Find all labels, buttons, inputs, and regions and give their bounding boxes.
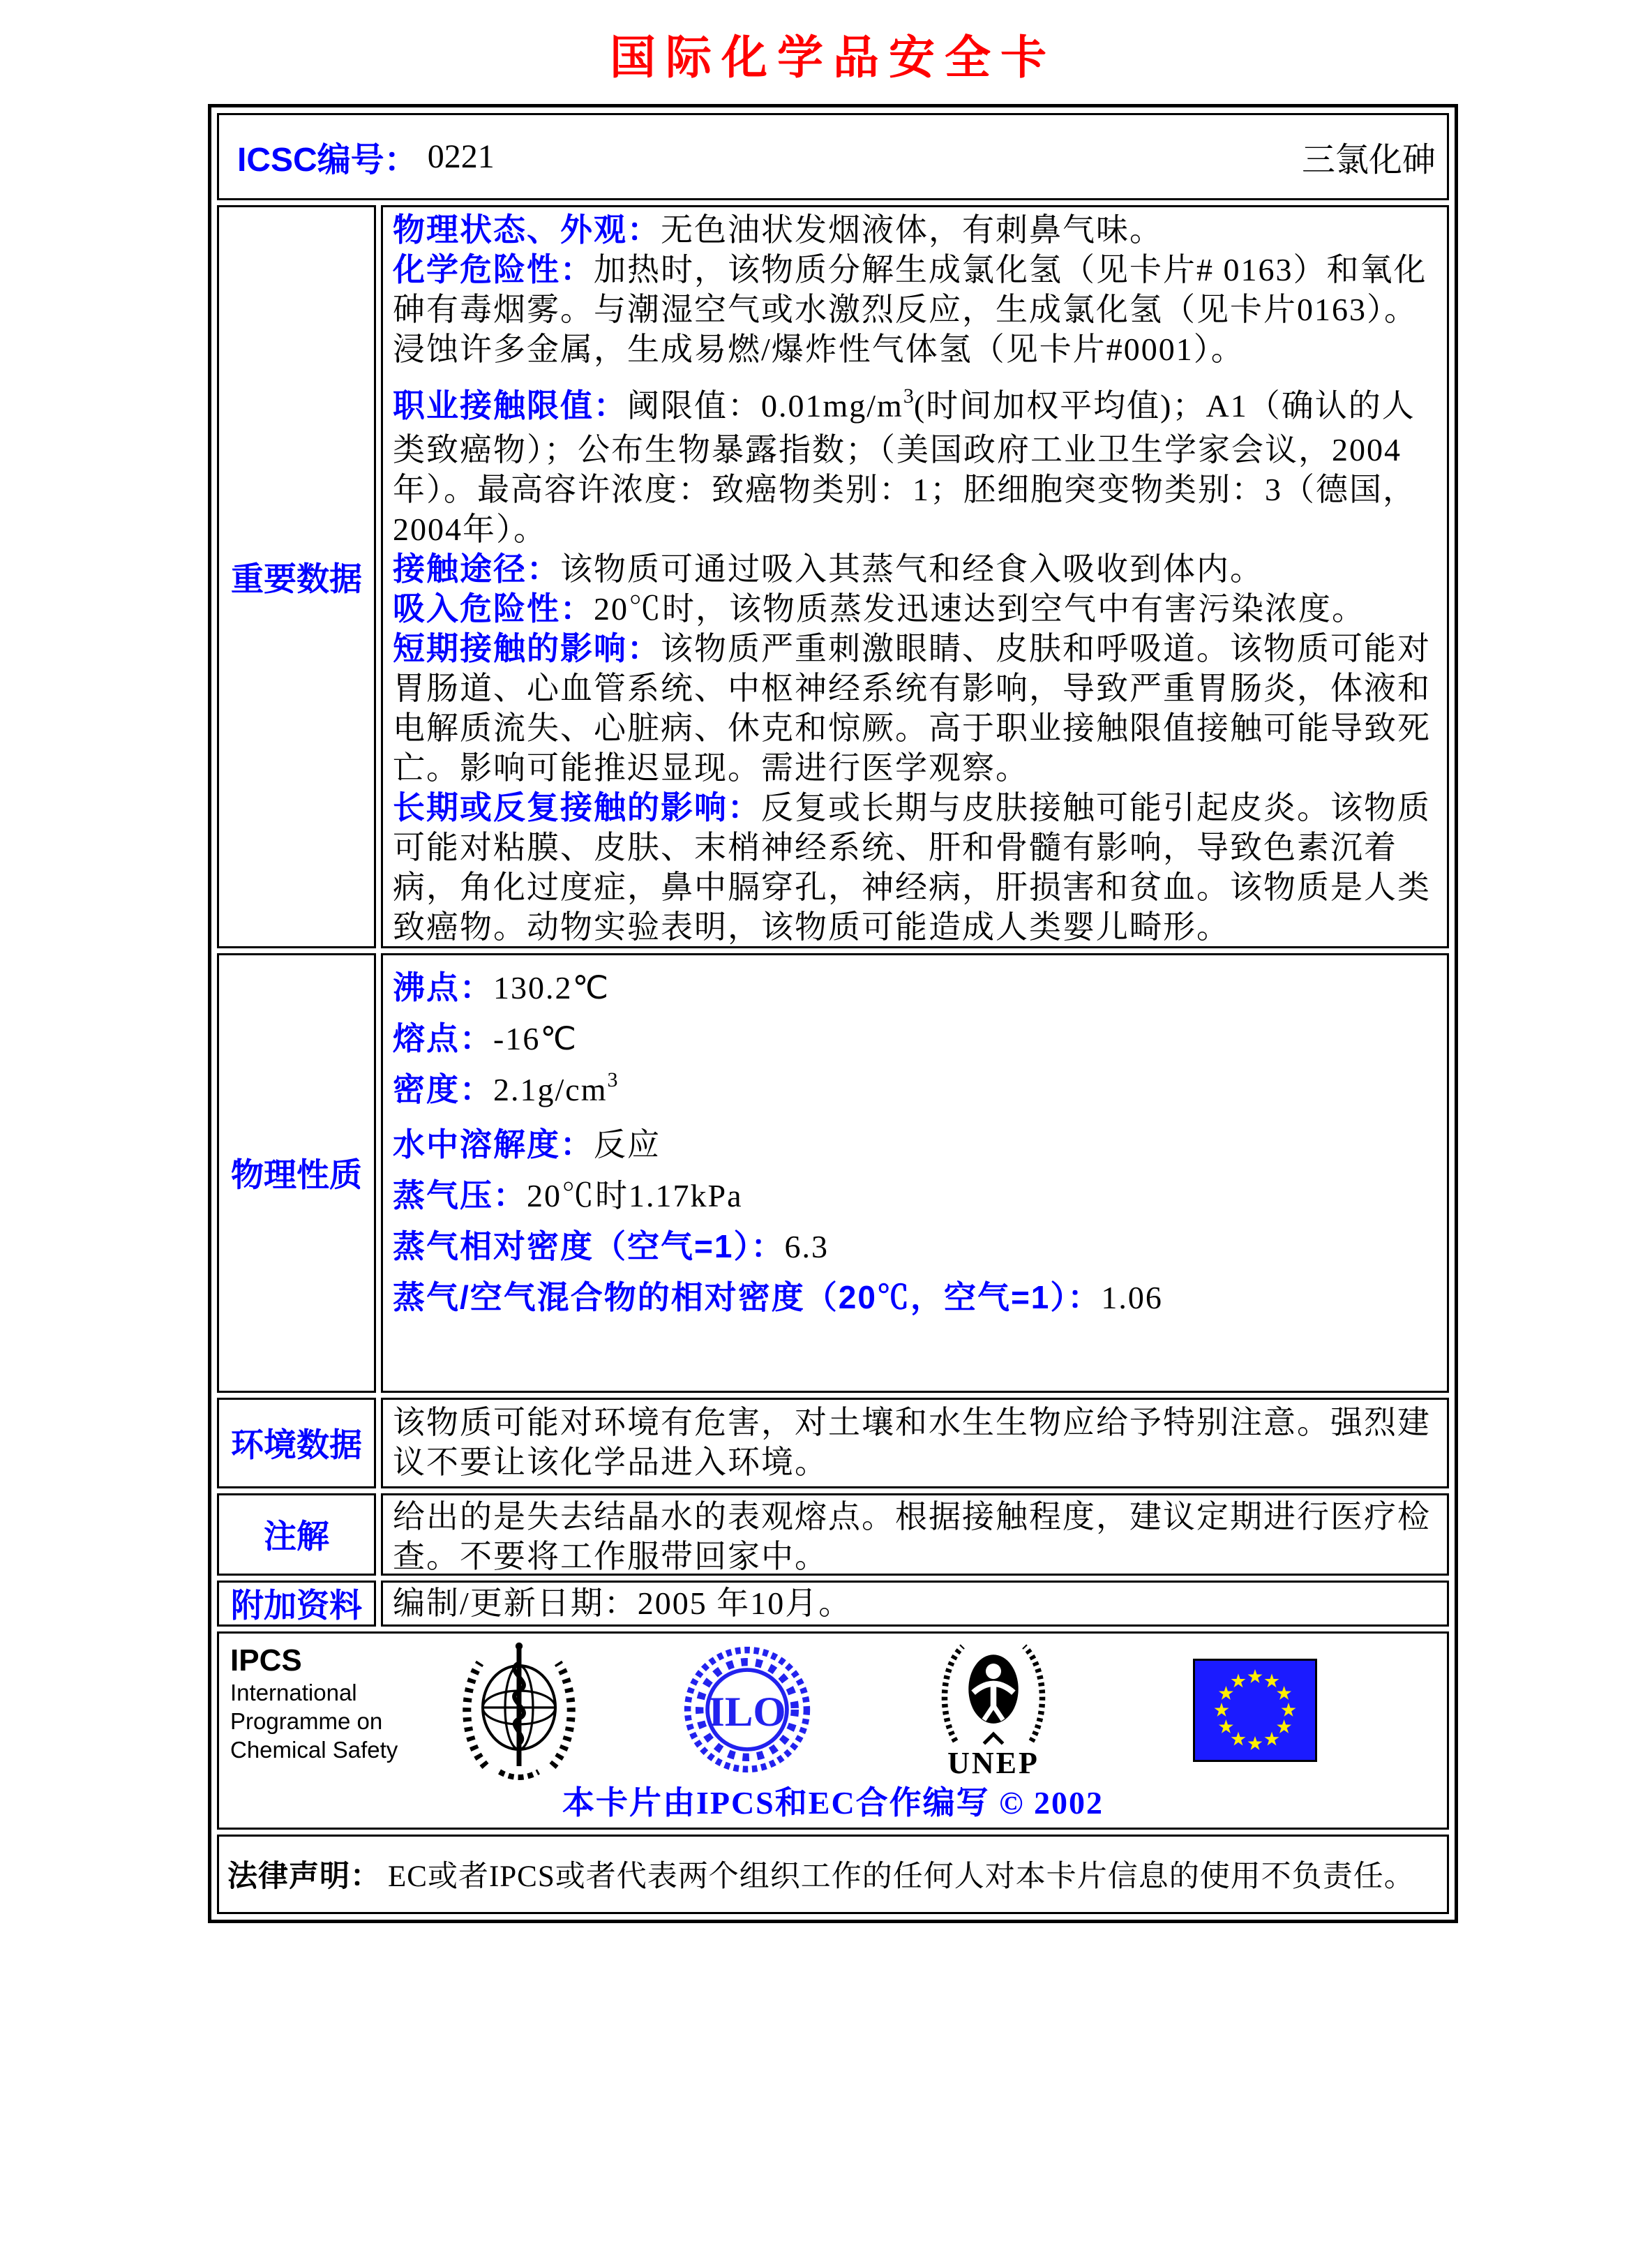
- header-cell: [217, 113, 1449, 200]
- field-label: 接触途径：: [393, 550, 560, 587]
- field-value: 6.3: [784, 1228, 829, 1264]
- field-label: 职业接触限值：: [393, 387, 627, 424]
- field-text: (时间加权平均值)；A1（确认的人类致癌物）；公布生物暴露指数；（美国政府工业卫生学家会议，2004年）。最高容许浓度：致癌物类别：1；胚细胞突变物类别：3（德国，2004年）。: [393, 387, 1416, 547]
- property-vapor-air-mixture-density: [393, 1272, 1439, 1323]
- property-boiling-point: [393, 962, 1439, 1013]
- section-label-notes: 注解: [217, 1493, 376, 1576]
- field-label: 蒸气相对密度（空气=1）：: [393, 1227, 785, 1264]
- ilo-logo-icon: [681, 1645, 813, 1775]
- ipcs-line: Chemical Safety: [230, 1736, 398, 1763]
- physical-properties-row: [217, 953, 1449, 1393]
- eu-flag-icon: [1193, 1659, 1317, 1762]
- field-label: 蒸气/空气混合物的相对密度（20℃，空气=1）：: [393, 1278, 1102, 1315]
- field-label: 物理状态、外观：: [393, 211, 661, 248]
- icsc-number-label: ICSC编号：: [237, 141, 418, 179]
- property-vapor-pressure: [393, 1170, 1439, 1221]
- property-vapor-relative-density: [393, 1221, 1439, 1272]
- legal-cell: [217, 1835, 1449, 1914]
- logos-cell: [217, 1631, 1449, 1830]
- field-text: 加热时，该物质分解生成氯化氢（见卡片# 0163）和氧化砷有毒烟雾。与潮湿空气或水激烈反应，生成氯化氢（见卡片0163）。浸蚀许多金属，生成易燃/爆炸性气体氢（见卡片#0001）。: [393, 251, 1427, 367]
- field-text: 该物质可通过吸入其蒸气和经食入吸收到体内。: [560, 551, 1263, 587]
- field-text: 阈限值：0.01mg/m: [627, 387, 903, 424]
- important-data-row: [217, 205, 1449, 948]
- cooperation-caption: 本卡片由IPCS和EC合作编写 © 2002: [562, 1784, 1104, 1821]
- field-text: 该物质严重刺激眼睛、皮肤和呼吸道。该物质可能对胃肠道、心血管系统、中枢神经系统有影响，导致严重胃肠炎，体液和电解质流失、心脏病、休克和惊厥。高于职业接触限值接触可能导致死亡。影响可能推迟显现。需进行医学观察。: [393, 630, 1431, 786]
- legal-text: EC或者IPCS或者代表两个组织工作的任何人对本卡片信息的使用不负责任。: [388, 1860, 1415, 1894]
- field-value: 130.2℃: [493, 969, 610, 1006]
- paragraph-occupational-limits: [393, 386, 1439, 549]
- header-row: [217, 113, 1449, 200]
- paragraph-inhalation-risk: [393, 589, 1439, 629]
- legal-label: 法律声明：: [227, 1860, 381, 1894]
- field-label: 密度：: [393, 1070, 493, 1107]
- logos-row: [217, 1631, 1449, 1830]
- notes-row: [217, 1493, 1449, 1576]
- field-value: 2.1g/cm: [493, 1071, 608, 1107]
- superscript: 3: [607, 1068, 618, 1091]
- unep-label: UNEP: [947, 1745, 1039, 1780]
- paragraph-short-term-effects: [393, 629, 1439, 788]
- field-label: 熔点：: [393, 1019, 493, 1056]
- paragraph-physical-state: [393, 210, 1439, 250]
- field-value: 20℃时1.17kPa: [527, 1177, 743, 1213]
- ilo-letters: ILO: [708, 1688, 786, 1735]
- physical-properties-content: [381, 953, 1449, 1393]
- paragraph-exposure-routes: [393, 549, 1439, 589]
- ipcs-line: International: [230, 1679, 357, 1705]
- field-value: 反应: [594, 1126, 661, 1163]
- section-label-physical-properties: 物理性质: [217, 953, 376, 1393]
- page-title: 国际化学品安全卡: [610, 31, 1056, 83]
- field-label: 蒸气压：: [393, 1176, 527, 1213]
- icsc-card: [208, 104, 1458, 1923]
- icsc-number-group: [237, 133, 495, 181]
- important-data-content: [381, 205, 1449, 948]
- section-label-important-data: 重要数据: [217, 205, 376, 948]
- section-label-additional-info: 附加资料: [217, 1581, 376, 1627]
- field-value: 1.06: [1101, 1279, 1163, 1315]
- who-logo-icon: [449, 1638, 589, 1786]
- chemical-name: 三氯化砷: [1301, 141, 1436, 179]
- notes-content: 给出的是失去结晶水的表观熔点。根据接触程度，建议定期进行医疗检查。不要将工作服带回家中。: [381, 1493, 1449, 1576]
- property-density: [393, 1064, 1439, 1119]
- ipcs-acronym: IPCS: [230, 1643, 302, 1678]
- field-label: 化学危险性：: [393, 251, 594, 287]
- field-label: 水中溶解度：: [393, 1126, 594, 1163]
- environmental-data-row: [217, 1398, 1449, 1488]
- section-label-environmental-data: 环境数据: [217, 1398, 376, 1488]
- unep-logo-icon: [934, 1639, 1053, 1747]
- field-text: 反复或长期与皮肤接触可能引起皮炎。该物质可能对粘膜、皮肤、末梢神经系统、肝和骨髓有影响，导致色素沉着病，角化过度症，鼻中膈穿孔，神经病，肝损害和贫血。该物质是人类致癌物。动物实验表明，该物质可能造成人类婴儿畸形。: [393, 789, 1431, 945]
- ipcs-text-block: [230, 1643, 398, 1764]
- icsc-document-page: [0, 32, 1652, 1923]
- field-value: -16℃: [493, 1020, 578, 1056]
- superscript: 3: [903, 384, 914, 408]
- icsc-number-value: 0221: [427, 137, 495, 175]
- paragraph-chemical-danger: [393, 250, 1439, 369]
- additional-info-content: 编制/更新日期：2005 年10月。: [381, 1581, 1449, 1627]
- environmental-data-content: 该物质可能对环境有危害，对土壤和水生生物应给予特别注意。强烈建议不要让该化学品进入环境。: [381, 1398, 1449, 1488]
- additional-info-row: [217, 1581, 1449, 1627]
- field-label: 沸点：: [393, 969, 493, 1006]
- property-melting-point: [393, 1013, 1439, 1064]
- property-water-solubility: [393, 1119, 1439, 1170]
- field-label: 短期接触的影响：: [393, 629, 661, 666]
- legal-row: [217, 1835, 1449, 1914]
- unep-logo-block: [924, 1639, 1063, 1781]
- paragraph-long-term-effects: [393, 788, 1439, 947]
- field-text: 20℃时，该物质蒸发迅速达到空气中有害污染浓度。: [594, 590, 1365, 627]
- field-label: 吸入危险性：: [393, 590, 594, 627]
- ipcs-line: Programme on: [230, 1708, 383, 1734]
- field-label: 长期或反复接触的影响：: [393, 789, 761, 826]
- field-text: 无色油状发烟液体，有刺鼻气味。: [661, 211, 1163, 248]
